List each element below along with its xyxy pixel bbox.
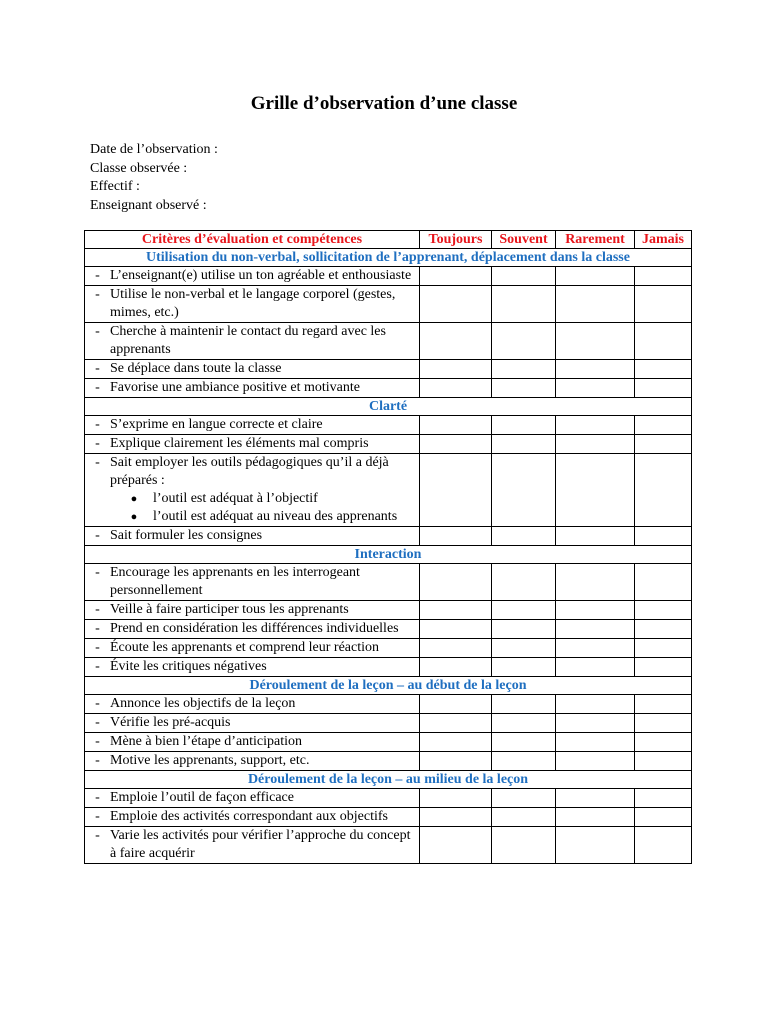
rating-cell-jamais[interactable] — [635, 564, 692, 601]
criterion-cell — [85, 267, 420, 286]
criterion-row — [85, 286, 692, 323]
criterion-row — [85, 827, 692, 864]
rating-cell-rarement[interactable] — [556, 714, 635, 733]
observed-teacher-label: Enseignant observé : — [90, 197, 207, 213]
rating-cell-souvent[interactable] — [492, 379, 556, 398]
criterion-text: Emploie l’outil de façon efficace — [110, 790, 294, 805]
criterion-text: Annonce les objectifs de la leçon — [110, 696, 296, 711]
observation-info — [90, 141, 218, 215]
rating-cell-jamais[interactable] — [635, 454, 692, 527]
criterion-row — [85, 714, 692, 733]
rating-cell-toujours[interactable] — [420, 789, 492, 808]
section-row — [85, 677, 692, 695]
criterion-row — [85, 360, 692, 379]
criterion-cell — [85, 827, 420, 864]
section-title: Déroulement de la leçon – au début de la leçon — [85, 677, 692, 695]
criterion-cell — [85, 789, 420, 808]
rating-cell-rarement[interactable] — [556, 695, 635, 714]
rating-cell-souvent[interactable] — [492, 827, 556, 864]
rating-cell-jamais[interactable] — [635, 808, 692, 827]
criterion-text: Favorise une ambiance positive et motivante — [110, 380, 360, 395]
rating-cell-rarement[interactable] — [556, 360, 635, 379]
rating-cell-toujours[interactable] — [420, 286, 492, 323]
rating-cell-toujours[interactable] — [420, 658, 492, 677]
rating-cell-souvent[interactable] — [492, 360, 556, 379]
rating-cell-souvent[interactable] — [492, 733, 556, 752]
rating-cell-toujours[interactable] — [420, 360, 492, 379]
rating-cell-toujours[interactable] — [420, 435, 492, 454]
rating-cell-souvent[interactable] — [492, 789, 556, 808]
section-row — [85, 771, 692, 789]
rating-cell-jamais[interactable] — [635, 752, 692, 771]
criterion-item — [85, 379, 419, 397]
criterion-item — [85, 733, 419, 751]
dash-marker: - — [95, 565, 100, 580]
toujours-header: Toujours — [420, 231, 492, 249]
criterion-row — [85, 658, 692, 677]
rating-cell-toujours[interactable] — [420, 527, 492, 546]
criterion-text: Cherche à maintenir le contact du regard avec les apprenants — [110, 324, 386, 357]
rating-cell-jamais[interactable] — [635, 286, 692, 323]
rating-cell-toujours[interactable] — [420, 601, 492, 620]
dash-marker: - — [95, 602, 100, 617]
criterion-row — [85, 454, 692, 527]
sub-criterion-item — [85, 508, 419, 526]
rating-cell-jamais[interactable] — [635, 435, 692, 454]
rating-cell-jamais[interactable] — [635, 416, 692, 435]
section-row — [85, 546, 692, 564]
rating-cell-toujours[interactable] — [420, 323, 492, 360]
criterion-cell — [85, 564, 420, 601]
criterion-item — [85, 286, 419, 322]
rating-cell-jamais[interactable] — [635, 527, 692, 546]
criterion-text: Sait employer les outils pédagogiques qu’il a déjà préparés : — [110, 455, 389, 488]
sub-criterion-text: l’outil est adéquat à l’objectif — [153, 491, 318, 506]
criterion-cell — [85, 454, 420, 527]
rating-cell-toujours[interactable] — [420, 695, 492, 714]
criterion-text: Utilise le non-verbal et le langage corporel (gestes, mimes, etc.) — [110, 287, 396, 320]
section-title: Clarté — [85, 398, 692, 416]
criterion-row — [85, 379, 692, 398]
criterion-item — [85, 695, 419, 713]
dash-marker: - — [95, 715, 100, 730]
criterion-item — [85, 601, 419, 619]
criterion-cell — [85, 639, 420, 658]
criterion-cell — [85, 323, 420, 360]
rating-cell-souvent[interactable] — [492, 416, 556, 435]
rating-cell-souvent[interactable] — [492, 601, 556, 620]
criterion-row — [85, 695, 692, 714]
rating-cell-souvent[interactable] — [492, 323, 556, 360]
rating-cell-jamais[interactable] — [635, 733, 692, 752]
criterion-cell — [85, 286, 420, 323]
bullet-icon: ● — [130, 511, 138, 523]
rating-cell-jamais[interactable] — [635, 658, 692, 677]
rating-cell-jamais[interactable] — [635, 827, 692, 864]
dash-marker: - — [95, 268, 100, 283]
rating-cell-souvent[interactable] — [492, 564, 556, 601]
rating-cell-toujours[interactable] — [420, 267, 492, 286]
rating-cell-jamais[interactable] — [635, 620, 692, 639]
criterion-item — [85, 827, 419, 863]
criterion-cell — [85, 695, 420, 714]
rating-cell-rarement[interactable] — [556, 379, 635, 398]
rating-cell-souvent[interactable] — [492, 620, 556, 639]
criterion-item — [85, 454, 419, 490]
dash-marker: - — [95, 640, 100, 655]
criterion-item — [85, 752, 419, 770]
rating-cell-toujours[interactable] — [420, 733, 492, 752]
bullet-icon: ● — [130, 493, 138, 505]
criterion-item — [85, 808, 419, 826]
dash-marker: - — [95, 455, 100, 470]
criterion-cell — [85, 733, 420, 752]
rating-cell-toujours[interactable] — [420, 808, 492, 827]
criterion-text: Écoute les apprenants et comprend leur réaction — [110, 640, 379, 655]
rating-cell-rarement[interactable] — [556, 323, 635, 360]
criterion-text: S’exprime en langue correcte et claire — [110, 417, 323, 432]
rating-cell-jamais[interactable] — [635, 379, 692, 398]
dash-marker: - — [95, 753, 100, 768]
rating-cell-souvent[interactable] — [492, 658, 556, 677]
section-row — [85, 398, 692, 416]
rating-cell-souvent[interactable] — [492, 527, 556, 546]
header-row — [85, 231, 692, 249]
rating-cell-souvent[interactable] — [492, 695, 556, 714]
criterion-row — [85, 752, 692, 771]
rating-cell-rarement[interactable] — [556, 454, 635, 527]
criterion-text: Mène à bien l’étape d’anticipation — [110, 734, 303, 749]
criterion-cell — [85, 527, 420, 546]
rating-cell-jamais[interactable] — [635, 789, 692, 808]
section-title: Interaction — [85, 546, 692, 564]
rating-cell-jamais[interactable] — [635, 714, 692, 733]
criterion-cell — [85, 416, 420, 435]
criterion-row — [85, 620, 692, 639]
criterion-item — [85, 267, 419, 285]
rating-cell-souvent[interactable] — [492, 454, 556, 527]
rating-cell-toujours[interactable] — [420, 827, 492, 864]
criterion-cell — [85, 601, 420, 620]
dash-marker: - — [95, 324, 100, 339]
criterion-row — [85, 267, 692, 286]
rating-cell-souvent[interactable] — [492, 639, 556, 658]
rating-cell-rarement[interactable] — [556, 527, 635, 546]
criterion-row — [85, 564, 692, 601]
rating-cell-rarement[interactable] — [556, 435, 635, 454]
rating-cell-toujours[interactable] — [420, 714, 492, 733]
rating-cell-toujours[interactable] — [420, 379, 492, 398]
criterion-row — [85, 323, 692, 360]
criterion-row — [85, 733, 692, 752]
rating-cell-jamais[interactable] — [635, 639, 692, 658]
page-title: Grille d’observation d’une classe — [250, 93, 518, 114]
rating-cell-jamais[interactable] — [635, 695, 692, 714]
rarement-header: Rarement — [556, 231, 635, 249]
rating-cell-rarement[interactable] — [556, 286, 635, 323]
criterion-item — [85, 564, 419, 600]
criterion-cell — [85, 379, 420, 398]
rating-cell-toujours[interactable] — [420, 620, 492, 639]
criterion-cell — [85, 752, 420, 771]
criterion-text: Sait formuler les consignes — [110, 528, 263, 543]
criterion-text: Prend en considération les différences individuelles — [110, 621, 399, 636]
criterion-row — [85, 416, 692, 435]
dash-marker: - — [95, 828, 100, 843]
rating-cell-jamais[interactable] — [635, 323, 692, 360]
criterion-text: L’enseignant(e) utilise un ton agréable et enthousiaste — [110, 268, 412, 283]
rating-cell-souvent[interactable] — [492, 752, 556, 771]
criterion-text: Veille à faire participer tous les apprenants — [110, 602, 349, 617]
rating-cell-rarement[interactable] — [556, 789, 635, 808]
class-size-label: Effectif : — [90, 179, 140, 194]
rating-cell-rarement[interactable] — [556, 639, 635, 658]
criterion-item — [85, 416, 419, 434]
criterion-text: Emploie des activités correspondant aux objectifs — [110, 809, 388, 824]
criterion-item — [85, 435, 419, 453]
criterion-text: Évite les critiques négatives — [110, 659, 267, 674]
dash-marker: - — [95, 659, 100, 674]
rating-cell-rarement[interactable] — [556, 267, 635, 286]
criterion-item — [85, 323, 419, 359]
criterion-text: Se déplace dans toute la classe — [110, 361, 282, 376]
criterion-row — [85, 601, 692, 620]
criterion-row — [85, 435, 692, 454]
observed-class-label: Classe observée : — [90, 160, 188, 176]
sub-criterion-item — [85, 490, 419, 508]
criterion-item — [85, 714, 419, 732]
criterion-row — [85, 789, 692, 808]
dash-marker: - — [95, 417, 100, 432]
section-title: Utilisation du non-verbal, sollicitation de l’apprenant, déplacement dans la classe — [85, 249, 692, 267]
sub-criterion-text: l’outil est adéquat au niveau des apprenants — [153, 509, 398, 524]
dash-marker: - — [95, 528, 100, 543]
rating-cell-jamais[interactable] — [635, 267, 692, 286]
dash-marker: - — [95, 361, 100, 376]
criterion-item — [85, 527, 419, 545]
criterion-item — [85, 360, 419, 378]
jamais-header: Jamais — [635, 231, 692, 249]
rating-cell-toujours[interactable] — [420, 639, 492, 658]
rating-cell-rarement[interactable] — [556, 620, 635, 639]
criterion-item — [85, 658, 419, 676]
criterion-row — [85, 527, 692, 546]
criterion-text: Motive les apprenants, support, etc. — [110, 753, 310, 768]
rating-cell-toujours[interactable] — [420, 454, 492, 527]
dash-marker: - — [95, 809, 100, 824]
rating-cell-souvent[interactable] — [492, 808, 556, 827]
criterion-row — [85, 639, 692, 658]
criteria-header: Critères d’évaluation et compétences — [85, 231, 420, 249]
criterion-text: Encourage les apprenants en les interrogeant personnellement — [110, 565, 360, 598]
criterion-text: Explique clairement les éléments mal compris — [110, 436, 369, 451]
dash-marker: - — [95, 287, 100, 302]
souvent-header: Souvent — [492, 231, 556, 249]
criterion-cell — [85, 620, 420, 639]
criterion-text: Varie les activités pour vérifier l’approche du concept à faire acquérir — [110, 828, 411, 861]
rating-cell-jamais[interactable] — [635, 601, 692, 620]
dash-marker: - — [95, 621, 100, 636]
rating-cell-souvent[interactable] — [492, 267, 556, 286]
criterion-cell — [85, 714, 420, 733]
section-row — [85, 249, 692, 267]
criterion-row — [85, 808, 692, 827]
criterion-cell — [85, 360, 420, 379]
rating-cell-rarement[interactable] — [556, 752, 635, 771]
criterion-item — [85, 789, 419, 807]
criterion-text: Vérifie les pré-acquis — [110, 715, 231, 730]
dash-marker: - — [95, 696, 100, 711]
rating-cell-rarement[interactable] — [556, 564, 635, 601]
dash-marker: - — [95, 436, 100, 451]
rating-cell-toujours[interactable] — [420, 416, 492, 435]
dash-marker: - — [95, 734, 100, 749]
criterion-item — [85, 639, 419, 657]
rating-cell-rarement[interactable] — [556, 416, 635, 435]
criterion-item — [85, 620, 419, 638]
rating-cell-rarement[interactable] — [556, 827, 635, 864]
rating-cell-souvent[interactable] — [492, 286, 556, 323]
rating-cell-toujours[interactable] — [420, 564, 492, 601]
criterion-cell — [85, 435, 420, 454]
section-title: Déroulement de la leçon – au milieu de la leçon — [85, 771, 692, 789]
rating-cell-toujours[interactable] — [420, 752, 492, 771]
dash-marker: - — [95, 790, 100, 805]
rating-cell-rarement[interactable] — [556, 733, 635, 752]
dash-marker: - — [95, 380, 100, 395]
rating-cell-rarement[interactable] — [556, 658, 635, 677]
rating-cell-rarement[interactable] — [556, 808, 635, 827]
criterion-cell — [85, 808, 420, 827]
criterion-cell — [85, 658, 420, 677]
rating-cell-rarement[interactable] — [556, 601, 635, 620]
observation-grid — [84, 230, 692, 864]
observation-date-label: Date de l’observation : — [90, 142, 218, 157]
rating-cell-souvent[interactable] — [492, 714, 556, 733]
rating-cell-jamais[interactable] — [635, 360, 692, 379]
rating-cell-souvent[interactable] — [492, 435, 556, 454]
